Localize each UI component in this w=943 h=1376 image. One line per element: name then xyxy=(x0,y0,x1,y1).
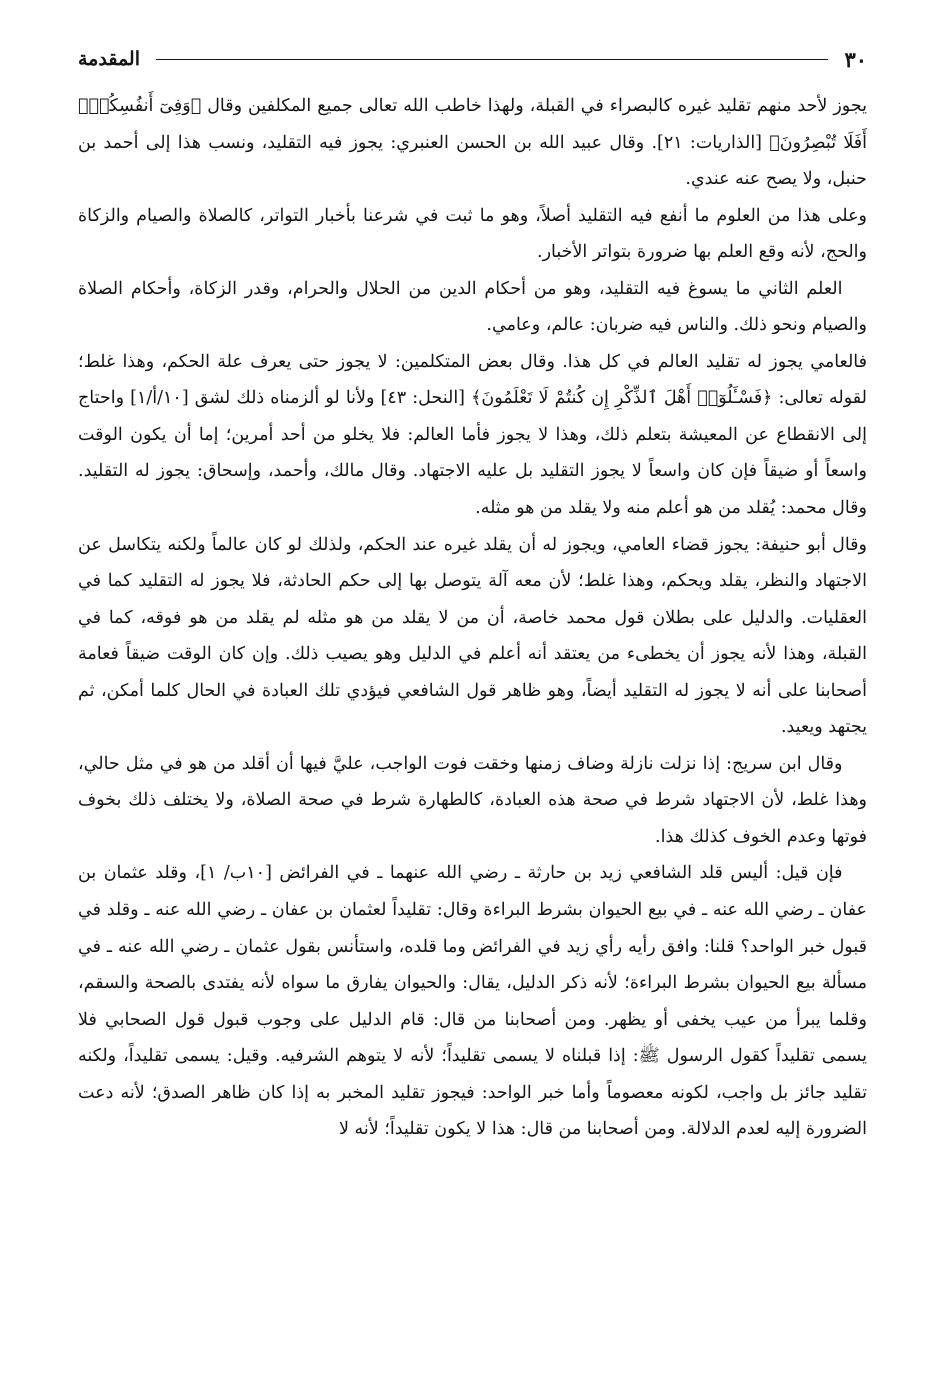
paragraph: العلم الثاني ما يسوغ فيه التقليد، وهو من أحكام الدين من الحلال والحرام، وقدر الزكاة، وأحكام الصلاة والصيام ونحو ذلك. والناس فيه ضربان: عالم، وعامي. xyxy=(78,278,867,336)
book-page xyxy=(78,42,867,1358)
paragraph: وعلى هذا من العلوم ما أنفع فيه التقليد أصلاً، وهو ما ثبت في شرعنا بأخبار التواتر، كالصلاة والصيام والزكاة والحج، لأنه وقع العلم بها ضرورة بتواتر الأخبار. xyxy=(78,205,867,263)
page-number: ٣٠ xyxy=(844,46,867,72)
paragraph: وقال أبو حنيفة: يجوز قضاء العامي، ويجوز له أن يقلد غيره عند الحكم، ولذلك لو كان عالماً ولكنه يتكاسل عن الاجتهاد والنظر، يقلد ويحكم، وهذا غلط؛ لأن معه آلة يتوصل بها إلى حكم الحادثة، فلا يجوز له التقليد كما في العقليات. والدليل على بطلان قول محمد خاصة، أن من لا يقلد من هو مثله لم يقلد من هو فوقه، كما في القبلة، وهذا لأنه يجوز أن يخطىء من يعتقد أنه أعلم في الدليل وهو يصيب ذلك. وإن كان الوقت ضيقاً فعامة أصحابنا على أنه لا يجوز له التقليد أيضاً، وهو ظاهر قول الشافعي فيؤدي تلك العبادة في الحال كلما أمكن، ثم يجتهد ويعيد. xyxy=(78,534,867,738)
paragraph: فالعامي يجوز له تقليد العالم في كل هذا. وقال بعض المتكلمين: لا يجوز حتى يعرف علة الحكم، وهذا غلط؛ لقوله تعالى: ﴿فَسْـَٔلُوٓا۟ أَهْلَ ٱلذِّكْرِ إِن كُنتُمْ لَا تَعْلَمُونَ﴾ [النحل: ٤٣] ولأنا لو ألزمناه ذلك لشق [١٠/أ/١] واحتاج إلى الانقطاع عن المعيشة بتعلم ذلك، وهذا لا يجوز فأما العالم: فلا يخلو من أحد أمرين؛ إما أن يكون الوقت واسعاً أو ضيقاً فإن كان واسعاً لا يجوز التقليد بل عليه الاجتهاد. وقال مالك، وأحمد، وإسحاق: يجوز له التقليد. وقال محمد: يُقلد من هو أعلم منه ولا يقلد من هو مثله. xyxy=(78,351,867,519)
paragraph: فإن قيل: أليس قلد الشافعي زيد بن حارثة ـ رضي الله عنهما ـ في الفرائض [١٠ب/ ١]، وقلد عثمان بن عفان ـ رضي الله عنه ـ في بيع الحيوان بشرط البراءة وقال: تقليداً لعثمان بن عفان ـ رضي الله عنه ـ وقلد في قبول خبر الواحد؟ قلنا: وافق رأيه رأي زيد في الفرائض وما قلده، واستأنس بقول عثمان ـ رضي الله عنه ـ في مسألة بيع الحيوان بشرط البراءة؛ لأنه ذكر الدليل، يقال: والحيوان يفارق ما سواه لأنه يفتدى بالصحة والسقم، وقلما يبرأ من عيب يخفى أو يظهر. ومن أصحابنا من قال: قام الدليل على وجوب قبول قول الصحابي فلا يسمى تقليداً كقول الرسول ﷺ: إذا قبلناه لا يسمى تقليداً؛ لأنه لا يتوهم الشرفيه. وقيل: يسمى تقليداً، ولكنه تقليد جائز بل واجب، لكونه معصوماً وأما خبر الواحد: فيجوز تقليد المخبر به إذا كان ظاهر الصدق؛ لأنه دعت الضرورة إليه لعدم الدلالة. ومن أصحابنا من قال: هذا لا يكون تقليداً؛ لأنه لا xyxy=(78,863,867,1140)
running-header xyxy=(78,42,867,76)
paragraph: وقال ابن سريج: إذا نزلت نازلة وضاف زمنها وخقت فوت الواجب، عليَّ فيها أن أقلد من هو في مثل حالي، وهذا غلط، لأن الاجتهاد شرط في صحة هذه العبادة، كالطهارة شرط في صحة الصلاة، ولا يختلف ذلك بخوف فوتها وعدم الخوف كذلك هذا. xyxy=(78,753,867,847)
section-title: المقدمة xyxy=(78,48,141,70)
header-rule xyxy=(156,59,828,60)
body-text xyxy=(78,88,867,1148)
paragraph: يجوز لأحد منهم تقليد غيره كالبصراء في القبلة، ولهذا خاطب الله تعالى جميع المكلفين وقال ﴿وَفِىٓ أَنفُسِكُمْۚ أَفَلَا تُبْصِرُونَ﴾ [الذاريات: ٢١]. وقال عبيد الله بن الحسن العنبري: يجوز فيه التقليد، ونسب هذا إلى أحمد بن حنبل، ولا يصح عنه عندي. xyxy=(78,96,867,190)
